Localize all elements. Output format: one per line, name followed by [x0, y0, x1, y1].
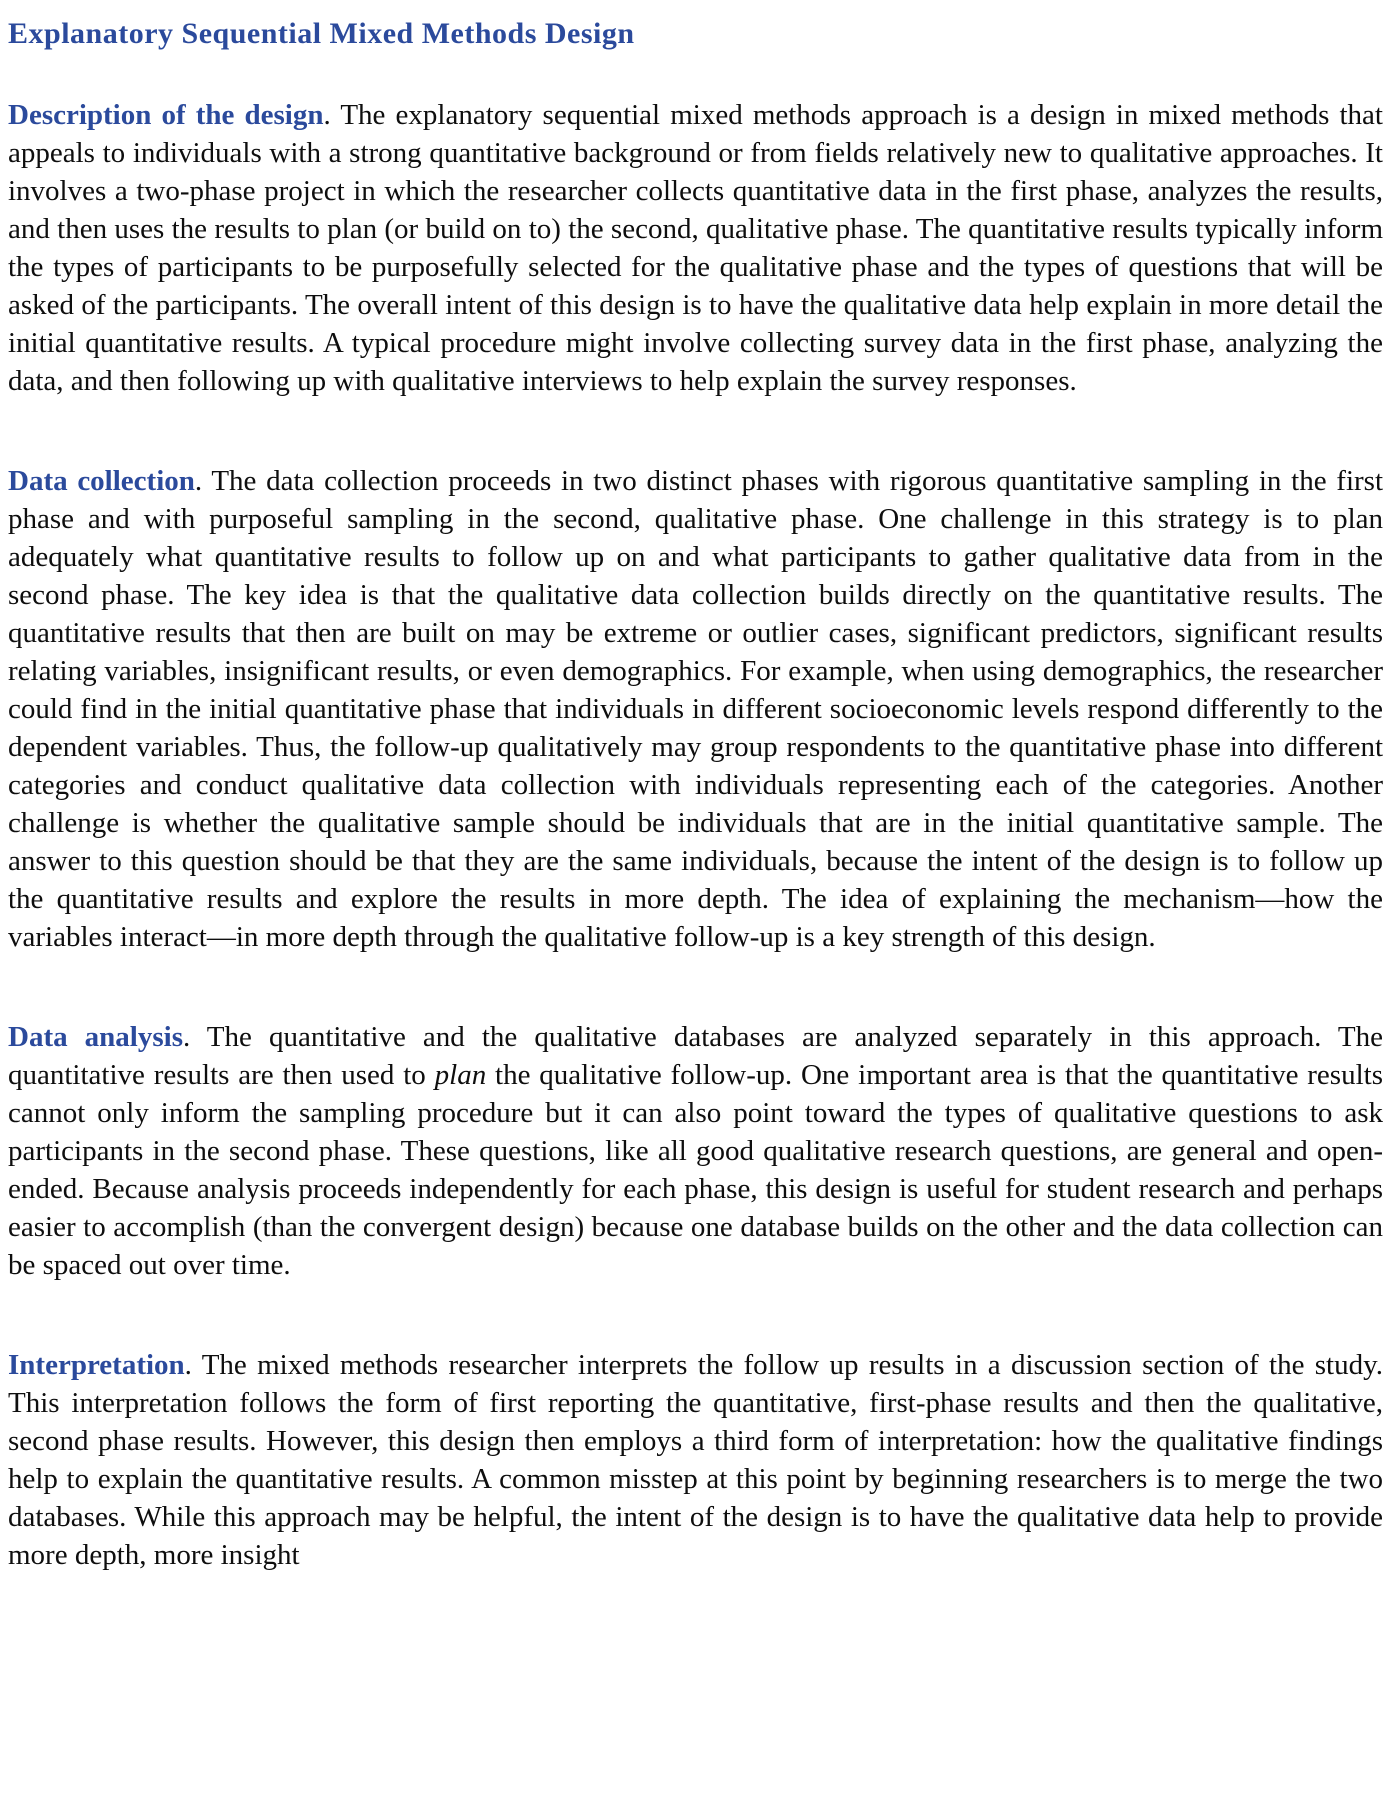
document-title: Explanatory Sequential Mixed Methods Design [8, 17, 635, 50]
body-text: . The explanatory sequential mixed methods approach is a design in mixed methods that appeals to individuals with a strong quantitative background or from fields relatively new to qualitative approaches. It involves a two-phase project in which the researcher collects quantitative data in the first phase, analyzes the results, and then uses the results to plan (or build on to) the second, qualitative phase. The quantitative results typically inform the types of participants to be purposefully selected for the qualitative phase and the types of questions that will be asked of the participants. The overall intent of this design is to have the qualitative data help explain in more detail the initial quantitative results. A typical procedure might involve collecting survey data in the first phase, analyzing the data, and then following up with qualitative interviews to help explain the survey responses. [8, 99, 1383, 397]
section-heading-data-collection: Data collection [8, 465, 195, 497]
section-heading-interpretation: Interpretation [8, 1349, 185, 1381]
body-text: . The mixed methods researcher interprets the follow up results in a discussion section of the study. This interpretation follows the form of first reporting the quantitative, first-phase results and then the qualitative, second phase results. However, this design then employs a third form of interpretation: how the qualitative findings help to explain the quantitative results. A common misstep at this point by beginning researchers is to merge the two databases. While this approach may be helpful, the intent of the design is to have the qualitative data help to provide more depth, more insight [8, 1349, 1383, 1571]
document-body [8, 96, 1383, 1574]
paragraph-data-collection [8, 462, 1383, 956]
paragraph-description-of-the-design [8, 96, 1383, 400]
section-heading-data-analysis: Data analysis [8, 1021, 183, 1053]
section-heading-description-of-the-design: Description of the design [8, 99, 324, 131]
body-text: the qualitative follow-up. One important area is that the quantitative results cannot only inform the sampling procedure but it can also point toward the types of qualitative questions to ask participants in the second phase. These questions, like all good qualitative research questions, are general and open-ended. Because analysis proceeds independently for each phase, this design is useful for student research and perhaps easier to accomplish (than the convergent design) because one database builds on the other and the data collection can be spaced out over time. [8, 1059, 1383, 1281]
body-text: . The quantitative and the qualitative databases are analyzed separately in this approach. The quantitative results are then used to [8, 1021, 1383, 1091]
italic-text: plan [434, 1059, 487, 1091]
body-text: . The data collection proceeds in two distinct phases with rigorous quantitative sampling in the first phase and with purposeful sampling in the second, qualitative phase. One challenge in this strategy is to plan adequately what quantitative results to follow up on and what participants to gather qualitative data from in the second phase. The key idea is that the qualitative data collection builds directly on the quantitative results. The quantitative results that then are built on may be extreme or outlier cases, significant predictors, significant results relating variables, insignificant results, or even demographics. For example, when using demographics, the researcher could find in the initial quantitative phase that individuals in different socioeconomic levels respond differently to the dependent variables. Thus, the follow-up qualitatively may group respondents to the quantitative phase into different categories and conduct qualitative data collection with individuals representing each of the categories. Another challenge is whether the qualitative sample should be individuals that are in the initial quantitative sample. The answer to this question should be that they are the same individuals, because the intent of the design is to follow up the quantitative results and explore the results in more depth. The idea of explaining the mechanism—how the variables interact—in more depth through the qualitative follow-up is a key strength of this design. [8, 465, 1383, 953]
paragraph-interpretation [8, 1346, 1383, 1574]
paragraph-data-analysis [8, 1018, 1383, 1284]
